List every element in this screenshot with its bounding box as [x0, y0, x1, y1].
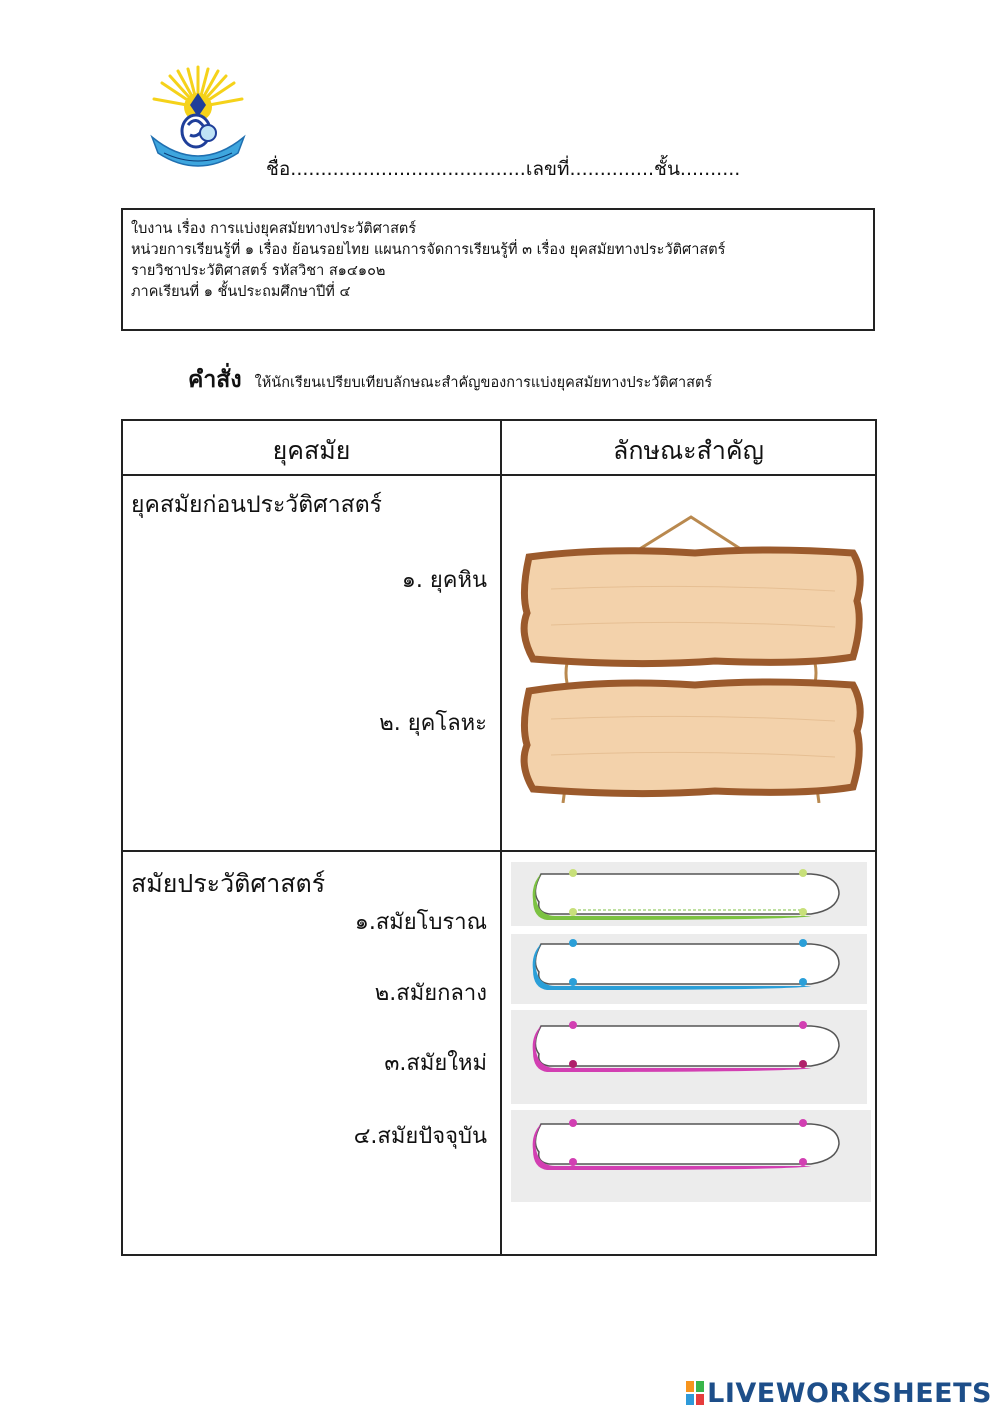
banner-contemporary[interactable] [533, 1119, 839, 1170]
section-historic-title: สมัยประวัติศาสตร์ [131, 869, 326, 898]
banner-answer-boxes [511, 862, 867, 1202]
instruction-label: คำสั่ง [188, 367, 242, 393]
banner-middle[interactable] [533, 939, 839, 990]
wooden-sign-answer-boxes [515, 513, 865, 803]
era-item-ancient: ๑.สมัยโบราณ [354, 910, 487, 935]
liveworksheets-watermark [686, 1378, 992, 1409]
sign-board-bottom[interactable] [524, 682, 860, 794]
column-header-era: ยุคสมัย [272, 436, 351, 465]
liveworksheets-logo-icon [686, 1381, 704, 1405]
worksheet-info-box [121, 208, 875, 331]
instruction [188, 362, 712, 398]
info-line-title: ใบงาน เรื่อง การแบ่งยุคสมัยทางประวัติศาสตร์ [131, 221, 417, 237]
section-prehistoric-title: ยุคสมัยก่อนประวัติศาสตร์ [131, 492, 383, 518]
era-item-metal-age: ๒. ยุคโลหะ [379, 711, 487, 736]
instruction-text: ให้นักเรียนเปรียบเทียบลักษณะสำคัญของการแบ่งยุคสมัยทางประวัติศาสตร์ [254, 375, 713, 391]
header-divider [123, 474, 875, 476]
liveworksheets-text: LIVEWORKSHEETS [707, 1378, 992, 1409]
era-item-stone-age: ๑. ยุคหิน [401, 568, 487, 593]
column-divider [500, 421, 502, 1254]
column-header-features: ลักษณะสำคัญ [613, 436, 764, 465]
info-line-course: รายวิชาประวัติศาสตร์ รหัสวิชา ส๑๔๑๐๒ [131, 263, 386, 279]
sign-board-top[interactable] [524, 550, 860, 664]
school-logo [148, 65, 248, 175]
info-line-unit: หน่วยการเรียนรู้ที่ ๑ เรื่อง ย้อนรอยไทย แผนการจัดการเรียนรู้ที่ ๓ เรื่อง ยุคสมัยทางประวัติศาสตร์ [131, 242, 726, 258]
era-item-contemporary: ๔.สมัยปัจจุบัน [353, 1124, 487, 1149]
info-line-semester: ภาคเรียนที่ ๑ ชั้นประถมศึกษาปีที่ ๔ [131, 284, 351, 300]
banner-ancient[interactable] [533, 869, 839, 920]
era-item-middle: ๒.สมัยกลาง [374, 981, 487, 1006]
comparison-table [121, 419, 877, 1256]
banner-modern[interactable] [533, 1021, 839, 1072]
student-info-line: ชื่อ.......................................เลขที่..............ชั้น.......... [266, 158, 741, 180]
section-divider [123, 850, 875, 852]
era-item-modern: ๓.สมัยใหม่ [384, 1051, 487, 1076]
